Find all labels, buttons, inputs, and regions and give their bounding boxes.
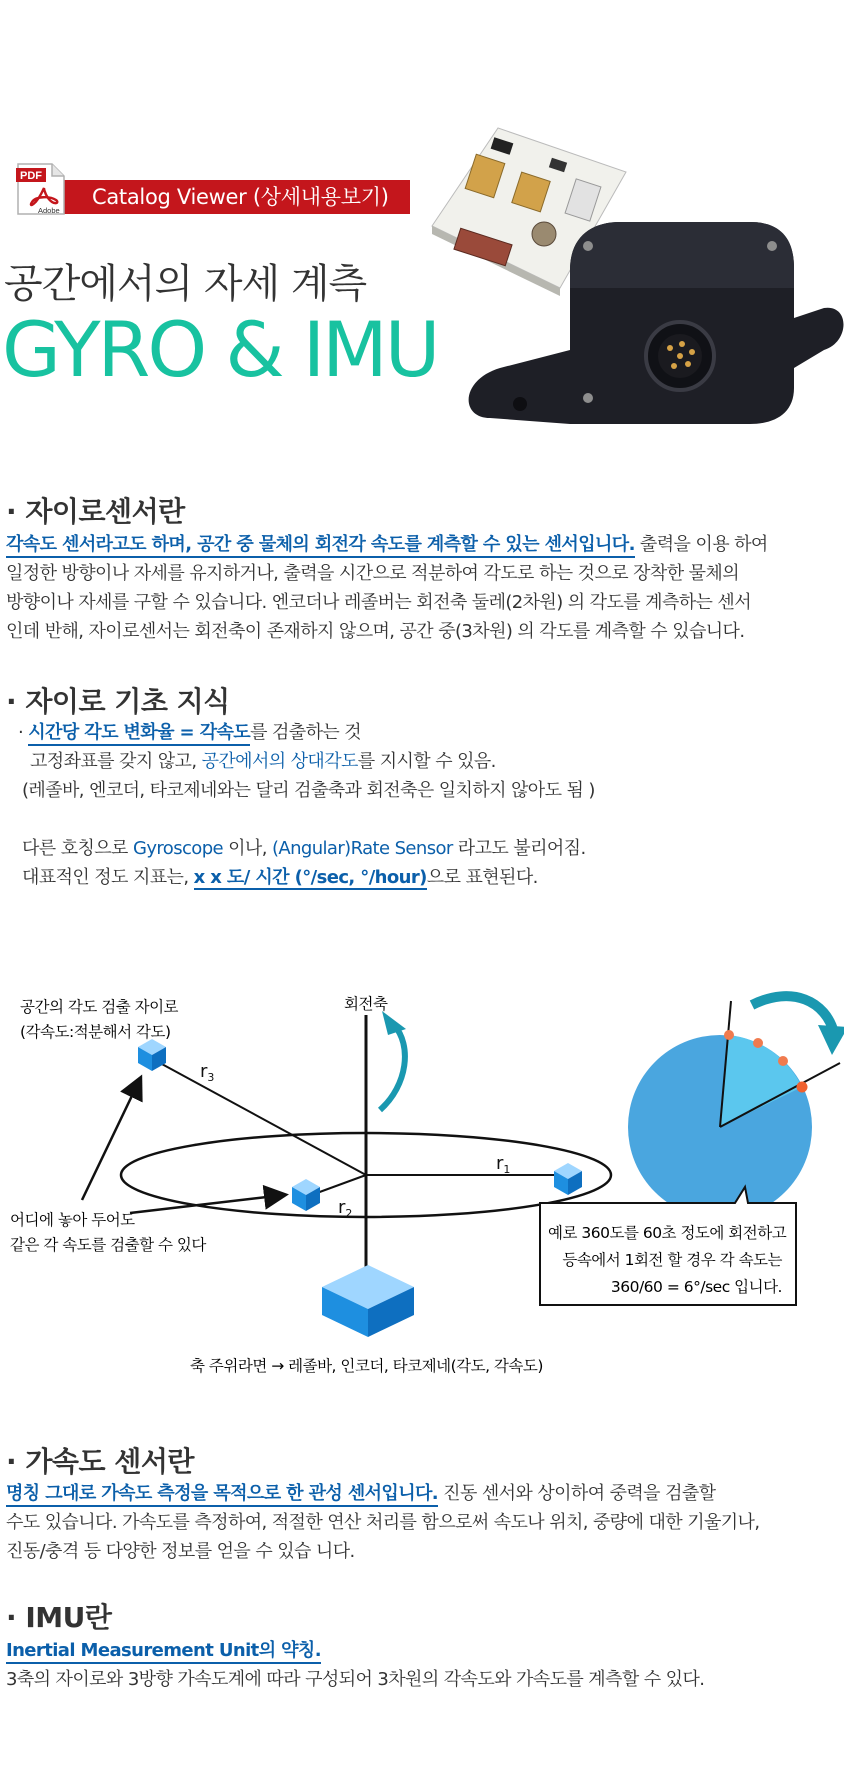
label-rotation-axis: 회전축 [344, 995, 388, 1013]
gyro-cube-r1-icon [554, 1163, 582, 1195]
svg-text:Adobe: Adobe [38, 206, 60, 215]
gyro-diagram [0, 975, 844, 1395]
rotation-arrow-icon [380, 1025, 405, 1110]
section-title-imu: · IMU란 [6, 1601, 112, 1634]
accel-sensor-paragraph: 명칭 그대로 가속도 측정을 목적으로 한 관성 센서입니다. 진동 센서와 상이하여 중력을 검출할 수도 있습니다. 가속도를 측정하여, 적절한 연산 처리를 함으로써 속도나 위치, 중량에 대한 기울기나, 진동/충격 등 다양한 정보를 얻을 수 있습 니다. [6, 1483, 760, 1562]
gyro-cube-r2-icon [292, 1179, 320, 1211]
catalog-viewer-button[interactable]: Catalog Viewer (상세내용보기) [54, 180, 410, 214]
radius-r3-line [160, 1063, 366, 1175]
section-title-gyro-sensor: · 자이로센서란 [6, 495, 185, 528]
gyro-cube-r3-icon [138, 1039, 166, 1071]
imu-paragraph: Inertial Measurement Unit의 약칭. 3축의 자이로와 3방향 가속도계에 따라 구성되어 3차원의 각속도와 가속도를 계측할 수 있다. [6, 1640, 705, 1690]
section-title-accel-sensor: · 가속도 센서란 [6, 1445, 194, 1478]
product-photo [420, 118, 844, 458]
svg-text:PDF: PDF [20, 170, 42, 182]
callout-line-2: 등속에서 1회전 할 경우 각 속도는 [562, 1251, 782, 1269]
label-r3: $r_3$ [200, 1061, 215, 1084]
label-bottom-axis: 축 주위라면 → 레졸바, 인코더, 타코제네(각도, 각속도) [190, 1357, 543, 1375]
page-subtitle: 공간에서의 자세 계측 [4, 261, 367, 307]
gyro-sensor-paragraph: 각속도 센서라고도 하며, 공간 중 물체의 회전각 속도를 계측할 수 있는 센서입니다. 출력을 이용 하여 일정한 방향이나 자세를 유지하거나, 출력을 시간으로 적분하여 각도로 하는 것으로 장착한 물체의 방향이나 자세를 구할 수 있습니다. 엔코더나 레졸버는 회전축 둘레(2차원) 의 각도를 계측하는 센서 인데 반해, 자이로센서는 회전축이 존재하지 않으며, 공간 중(3차원) 의 각도를 계측할 수 있습니다. [6, 534, 768, 642]
callout-line-1: 예로 360도를 60초 정도에 회전하고 [548, 1224, 787, 1242]
angular-velocity-highlight: 시간당 각도 변화율 = 각속도 [28, 722, 250, 746]
gyro-basics-paragraph: · 시간당 각도 변화율 = 각속도를 검출하는 것 고정좌표를 갖지 않고, 공간에서의 상대각도를 지시할 수 있음. (레졸바, 엔코더, 타코제네와는 달리 검출축과 회전축은 일치하지 않아도 됨 ) 다른 호칭으로 Gyroscope 이나, (Angular)Rate Sensor 라고도 불리어짐. 대표적인 정도 지표는, x x 도/ 시간 (°/sec, °/hour)으로 표현된다. [18, 722, 595, 888]
label-space-gyro-1: 공간의 각도 검출 자이로 [20, 998, 179, 1016]
accuracy-index-highlight: x x 도/ 시간 (°/sec, °/hour) [193, 867, 427, 888]
label-space-gyro-2: (각속도:적분해서 각도) [20, 1023, 171, 1041]
accel-sensor-highlight: 명칭 그대로 가속도 측정을 목적으로 한 관성 센서입니다. [6, 1483, 438, 1507]
label-anywhere-1: 어디에 놓아 두어도 [10, 1211, 135, 1229]
rotation-pie-icon [628, 996, 844, 1219]
label-r2: $r_2$ [338, 1197, 353, 1220]
imu-highlight: Inertial Measurement Unit의 약칭. [6, 1640, 321, 1664]
label-anywhere-2: 같은 각 속도를 검출할 수 있다 [10, 1236, 206, 1254]
section-title-gyro-basics: · 자이로 기초 지식 [6, 685, 230, 718]
pdf-icon[interactable] [14, 162, 68, 216]
label-r1: $r_1$ [496, 1153, 511, 1176]
base-block-icon [322, 1265, 414, 1337]
gyro-sensor-highlight: 각속도 센서라고도 하며, 공간 중 물체의 회전각 속도를 계측할 수 있는 센서입니다. [6, 534, 635, 558]
callout-line-3: 360/60 = 6°/sec 입니다. [610, 1278, 782, 1296]
page-title: GYRO & IMU [2, 305, 438, 394]
